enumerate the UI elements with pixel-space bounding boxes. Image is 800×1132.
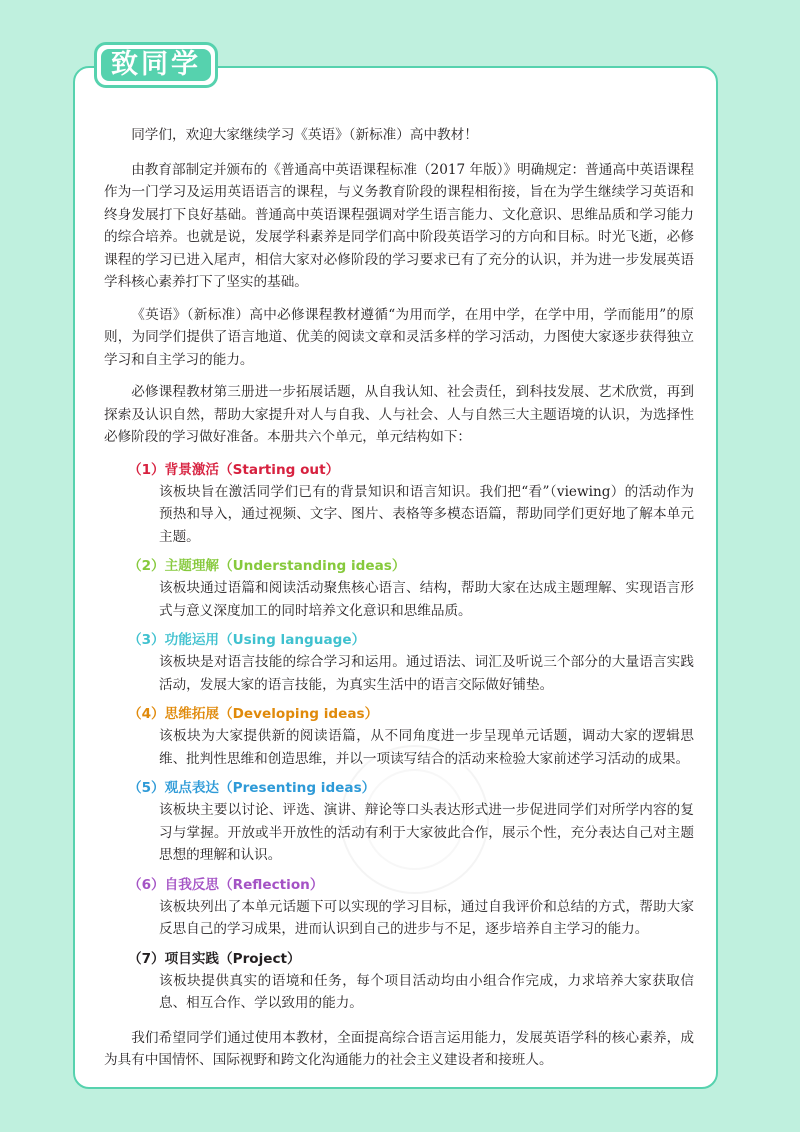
- greeting-paragraph: 同学们，欢迎大家继续学习《英语》（新标准）高中教材！: [131, 127, 478, 143]
- section-developing-ideas: [104, 703, 694, 770]
- section-body: 该板块通过语篇和阅读活动聚焦核心语言、结构，帮助大家在达成主题理解、实现语言形式与意义深度加工的同时培养文化意识和思维品质。: [159, 580, 694, 619]
- section-starting-out: [104, 459, 694, 549]
- section-body: 该板块是对语言技能的综合学习和运用。通过语法、词汇及听说三个部分的大量语言实践活动，发展大家的语言技能，为真实生活中的语言交际做好铺垫。: [159, 654, 694, 693]
- section-heading: （4）思维拓展（Developing ideas）: [128, 706, 379, 722]
- section-project: [104, 948, 694, 1015]
- section-body: 该板块列出了本单元话题下可以实现的学习目标，通过自我评价和总结的方式，帮助大家反思自己的学习成果，进而认识到自己的进步与不足，逐步培养自主学习的能力。: [159, 898, 694, 937]
- section-heading: （6）自我反思（Reflection）: [128, 876, 324, 893]
- closing-paragraph: 我们希望同学们通过使用本教材，全面提高综合语言运用能力，发展英语学科的核心素养，成为具有中国情怀、国际视野和跨文化沟通能力的社会主义建设者和接班人。: [104, 1029, 694, 1068]
- title-badge: [94, 42, 218, 88]
- section-heading: （2）主题理解（Understanding ideas）: [128, 558, 406, 574]
- letter-content: [104, 124, 694, 1082]
- section-using-language: [104, 629, 694, 696]
- section-heading: （3）功能运用（Using language）: [128, 632, 366, 648]
- section-heading: （7）项目实践（Project）: [128, 950, 301, 967]
- section-understanding-ideas: [104, 555, 694, 622]
- section-body: 该板块提供真实的语境和任务，每个项目活动均由小组合作完成，力求培养大家获取信息、相互合作、学以致用的能力。: [159, 972, 694, 1011]
- intro-paragraph-3: 必修课程教材第三册进一步拓展话题，从自我认知、社会责任，到科技发展、艺术欣赏，再到探索及认识自然，帮助大家提升对人与自我、人与社会、人与自然三大主题语境的认识，为选择性必修阶段的学习做好准备。本册共六个单元，单元结构如下：: [104, 384, 694, 445]
- section-presenting-ideas: [104, 777, 694, 867]
- section-heading: （5）观点表达（Presenting ideas）: [128, 780, 376, 796]
- section-reflection: [104, 874, 694, 941]
- section-body: 该板块旨在激活同学们已有的背景知识和语言知识。我们把“看”（viewing）的活动作为预热和导入，通过视频、文字、图片、表格等多模态语篇，帮助同学们更好地了解本单元主题。: [159, 483, 694, 545]
- section-body: 该板块为大家提供新的阅读语篇，从不同角度进一步呈现单元话题，调动大家的逻辑思维、批判性思维和创造思维，并以一项读写结合的活动来检验大家前述学习活动的成果。: [159, 728, 694, 767]
- section-body: 该板块主要以讨论、评选、演讲、辩论等口头表达形式进一步促进同学们对所学内容的复习与掌握。开放或半开放性的活动有利于大家彼此合作，展示个性，充分表达自己对主题思想的理解和认识。: [159, 802, 694, 863]
- section-heading: （1）背景激活（Starting out）: [128, 461, 340, 478]
- page-title: 致同学: [111, 49, 201, 80]
- intro-paragraph-2: 《英语》（新标准）高中必修课程教材遵循“为用而学，在用中学，在学中用，学而能用”的原则，为同学们提供了语言地道、优美的阅读文章和灵活多样的学习活动，力图使大家逐步获得独立学习和自主学习的能力。: [104, 306, 694, 368]
- intro-paragraph-1: 由教育部制定并颁布的《普通高中英语课程标准（2017 年版）》明确规定：普通高中英语课程作为一门学习及运用英语语言的课程，与义务教育阶段的课程相衔接，旨在为学生继续学习英语和终身发展打下良好基础。普通高中英语课程强调对学生语言能力、文化意识、思维品质和学习能力的综合培养。也就是说，发展学科素养是同学们高中阶段英语学习的方向和目标。时光飞逝，必修课程的学习已进入尾声，相信大家对必修阶段的学习要求已有了充分的认识，并为进一步发展英语学科核心素养打下了坚实的基础。: [104, 161, 694, 290]
- title-badge-fill: [101, 49, 211, 81]
